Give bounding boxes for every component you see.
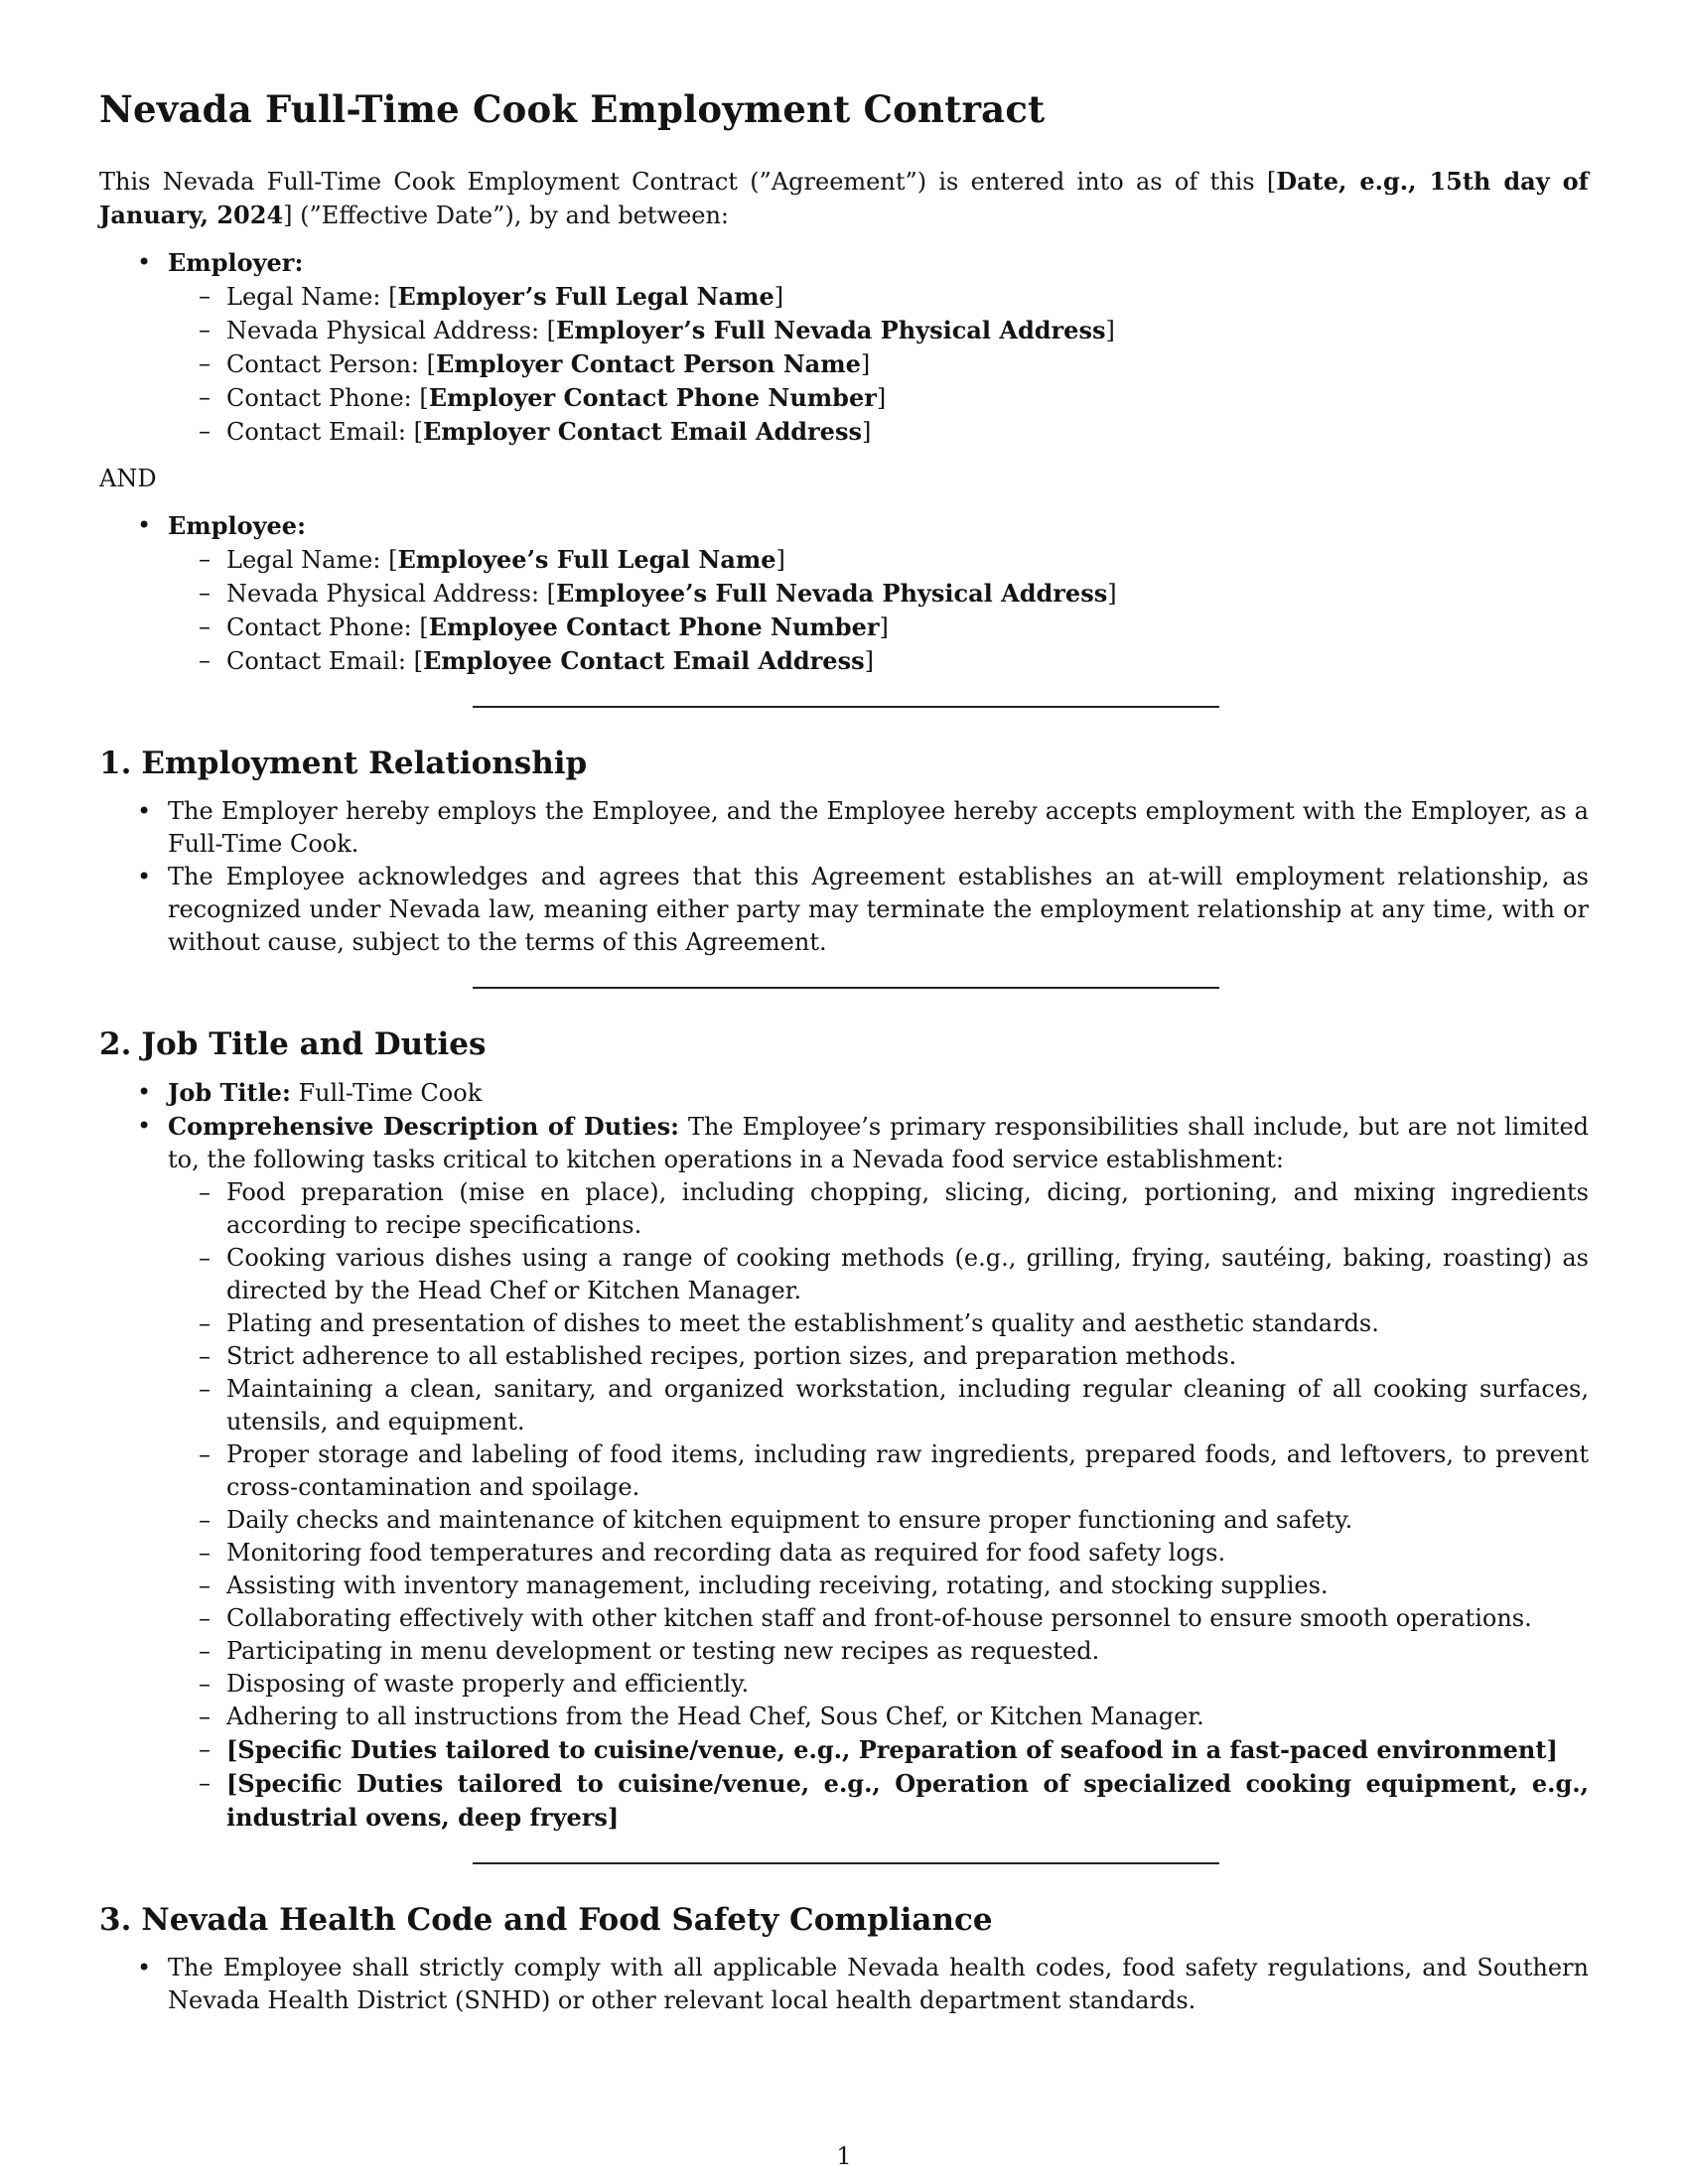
job-title-value: Full-Time Cook <box>290 1079 483 1107</box>
field-value: Employer Contact Phone Number <box>428 383 877 412</box>
section-3-heading <box>99 1902 1589 1938</box>
field-value: Employer’s Full Nevada Physical Address <box>556 316 1106 344</box>
employer-list <box>99 246 1589 449</box>
duty-item: – Collaborating effectively with other kitchen staff and front-of-house personnel to ensure smooth operations. <box>99 1602 1589 1635</box>
section-3-list <box>99 1952 1589 2017</box>
job-title-item <box>99 1076 1589 1110</box>
section-divider <box>473 1862 1219 1864</box>
intro-text-after: (”Effective Date”), by and between: <box>292 202 730 229</box>
section-title: Nevada Health Code and Food Safety Compliance <box>141 1902 993 1938</box>
employer-contact-email: – Contact Email: [Employer Contact Email Address] <box>99 415 1589 449</box>
employer-legal-name: – Legal Name: [Employer’s Full Legal Name] <box>99 280 1589 314</box>
and-separator: AND <box>99 465 157 492</box>
duties-label: Comprehensive Description of Duties: <box>168 1112 680 1141</box>
section-2-list <box>99 1076 1589 1835</box>
specific-duty-text: Specific Duties tailored to cuisine/venue, e.g., Preparation of seafood in a fast-paced environment <box>237 1735 1547 1764</box>
field-label: Nevada Physical Address: <box>226 580 547 608</box>
specific-duty-text: Specific Duties tailored to cuisine/venue, e.g., Operation of specialized cooking equipment, e.g., industrial ovens, deep fryers <box>226 1769 1589 1832</box>
page-number: 1 <box>836 2142 852 2170</box>
section-1-list <box>99 795 1589 959</box>
section-1-heading <box>99 746 1589 781</box>
employee-contact-phone: – Contact Phone: [Employee Contact Phone Number] <box>99 611 1589 644</box>
specific-duty-item: – [Specific Duties tailored to cuisine/venue, e.g., Preparation of seafood in a fast-paced environment] <box>99 1733 1589 1767</box>
list-item: • The Employer hereby employs the Employee, and the Employee hereby accepts employment with the Employer, as a Full-Time Cook. <box>99 795 1589 861</box>
duty-item: – Plating and presentation of dishes to meet the establishment’s quality and aesthetic standards. <box>99 1307 1589 1340</box>
field-label: Contact Person: <box>226 350 427 378</box>
duties-intro: The Employee’s primary responsibilities shall include, but are not limited to, the following tasks critical to kitchen operations in a Nevada food service establishment: <box>168 1113 1590 1173</box>
section-divider <box>473 987 1219 989</box>
employer-block <box>99 246 1589 449</box>
duties-list <box>168 1176 1589 1835</box>
field-label: Contact Email: <box>226 647 414 675</box>
duty-item: – Cooking various dishes using a range of cooking methods (e.g., grilling, frying, sautéing, baking, roasting) as directed by the Head Chef or Kitchen Manager. <box>99 1242 1589 1307</box>
duty-item: – Assisting with inventory management, including receiving, rotating, and stocking supplies. <box>99 1570 1589 1602</box>
effective-date-placeholder: Date, e.g., 15th day of January, 2024 <box>99 167 1590 229</box>
duty-item: – Monitoring food temperatures and recording data as required for food safety logs. <box>99 1537 1589 1570</box>
duties-item <box>99 1110 1589 1835</box>
section-divider <box>473 706 1219 708</box>
duty-item: – Proper storage and labeling of food items, including raw ingredients, prepared foods, and leftovers, to prevent cross-contamination and spoilage. <box>99 1438 1589 1504</box>
intro-paragraph: This Nevada Full-Time Cook Employment Contract (”Agreement”) is entered into as of this [Date, e.g., 15th day of January, 2024] (”Effective Date”), by and between: <box>99 167 1590 229</box>
duty-item: – Daily checks and maintenance of kitchen equipment to ensure proper functioning and safety. <box>99 1504 1589 1537</box>
duty-item: – Food preparation (mise en place), including chopping, slicing, dicing, portioning, and mixing ingredients according to recipe specifications. <box>99 1176 1589 1242</box>
section-title: Job Title and Duties <box>141 1026 487 1062</box>
duty-item: – Maintaining a clean, sanitary, and organized workstation, including regular cleaning of all cooking surfaces, utensils, and equipment. <box>99 1373 1589 1438</box>
section-title: Employment Relationship <box>141 746 588 781</box>
employer-heading: Employer: <box>168 248 304 277</box>
job-title-label: Job Title: <box>168 1078 291 1107</box>
document-title: Nevada Full-Time Cook Employment Contract <box>99 87 1046 131</box>
section-2-heading <box>99 1026 1589 1062</box>
employer-contact-phone: – Contact Phone: [Employer Contact Phone Number] <box>99 381 1589 415</box>
employer-contact-person: – Contact Person: [Employer Contact Person Name] <box>99 347 1589 381</box>
list-item: • The Employee acknowledges and agrees that this Agreement establishes an at-will employment relationship, as recognized under Nevada law, meaning either party may terminate the employment relationship at any time, with or without cause, subject to the terms of this Agreement. <box>99 861 1589 959</box>
employee-contact-email: – Contact Email: [Employee Contact Email Address] <box>99 644 1589 678</box>
duty-item: – Participating in menu development or testing new recipes as requested. <box>99 1635 1589 1668</box>
section-number: 3. <box>99 1902 132 1938</box>
field-value: Employer’s Full Legal Name <box>397 282 774 311</box>
intro-text-before: This Nevada Full-Time Cook Employment Contract (”Agreement”) is entered into as of this <box>99 168 1267 196</box>
contract-page <box>99 87 1589 2031</box>
duty-item: – Disposing of waste properly and efficiently. <box>99 1668 1589 1701</box>
field-label: Nevada Physical Address: <box>226 317 547 344</box>
section-number: 2. <box>99 1026 132 1062</box>
employer-fields <box>168 280 1589 449</box>
employee-legal-name: – Legal Name: [Employee’s Full Legal Name] <box>99 543 1589 577</box>
duty-item: – Adhering to all instructions from the Head Chef, Sous Chef, or Kitchen Manager. <box>99 1701 1589 1733</box>
list-item: • The Employee shall strictly comply with all applicable Nevada health codes, food safety regulations, and Southern Nevada Health District (SNHD) or other relevant local health department standards. <box>99 1952 1589 2017</box>
field-value: Employer Contact Email Address <box>422 417 862 446</box>
employer-address: – Nevada Physical Address: [Employer’s Full Nevada Physical Address] <box>99 314 1589 347</box>
field-label: Legal Name: <box>226 546 389 574</box>
employee-heading: Employee: <box>168 511 306 540</box>
employee-address: – Nevada Physical Address: [Employee’s Full Nevada Physical Address] <box>99 577 1589 611</box>
field-value: Employer Contact Person Name <box>436 349 861 378</box>
field-label: Contact Phone: <box>226 384 420 412</box>
field-label: Legal Name: <box>226 283 389 311</box>
field-value: Employee Contact Email Address <box>422 646 865 675</box>
employee-block <box>99 509 1589 678</box>
employee-list <box>99 509 1589 678</box>
field-label: Contact Phone: <box>226 614 420 641</box>
field-value: Employee’s Full Nevada Physical Address <box>556 579 1108 608</box>
section-number: 1. <box>99 746 132 781</box>
field-value: Employee’s Full Legal Name <box>397 545 776 574</box>
field-value: Employee Contact Phone Number <box>428 613 880 641</box>
employee-fields <box>168 543 1589 678</box>
specific-duty-item: – [Specific Duties tailored to cuisine/venue, e.g., Operation of specialized cooking equipment, e.g., industrial ovens, deep fryers] <box>99 1767 1589 1835</box>
field-label: Contact Email: <box>226 418 414 446</box>
duty-item: – Strict adherence to all established recipes, portion sizes, and preparation methods. <box>99 1340 1589 1373</box>
